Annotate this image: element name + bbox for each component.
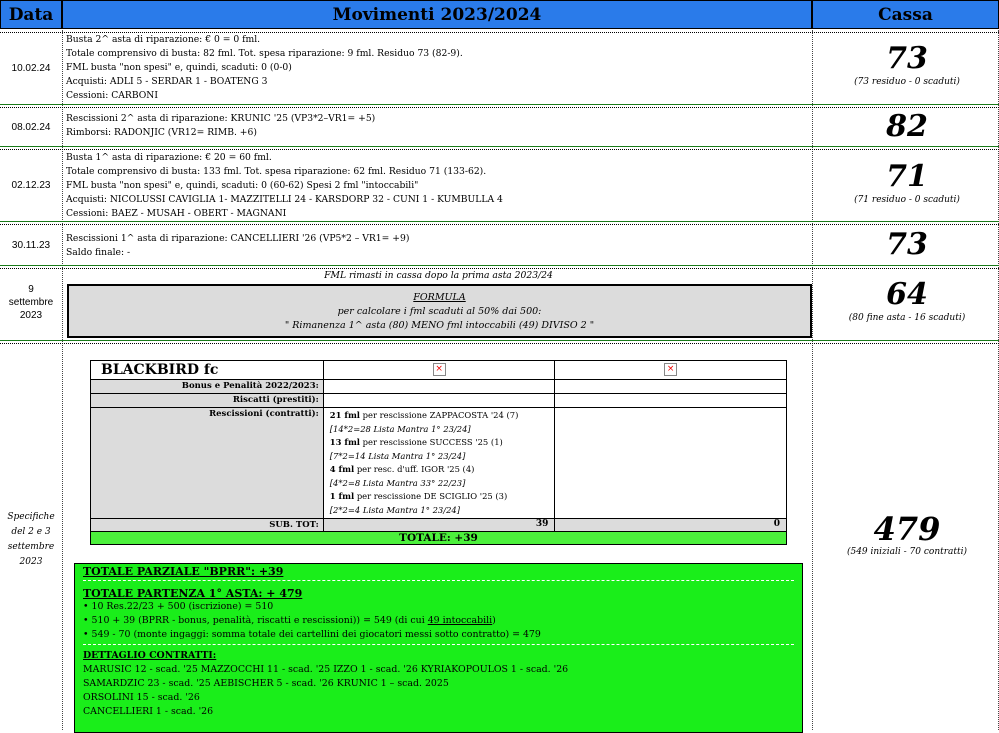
- header-cassa: Cassa: [812, 0, 999, 29]
- label-bonus: Bonus e Penalità 2022/2023:: [91, 380, 324, 394]
- subtot-b: 0: [555, 519, 787, 532]
- row-date: 02.12.23: [11, 179, 51, 191]
- broken-image-icon: ×: [433, 363, 446, 376]
- row-description: Busta 2^ asta di riparazione: € 0 = 0 fml. Totale comprensivo di busta: 82 fml. Tot. spesa riparazione: 9 fml. Residuo 73 (82-9). FML busta "non spesi" e, quindi, scaduti: 0 (0-0) Acquisti: ADLI 5 - SERDAR 1 - BOATENG 3 Cessioni: CARBONI: [66, 34, 463, 101]
- row-date: 10.02.24: [11, 62, 51, 74]
- formula-box: FORMULA per calcolare i fml scaduti al 50% dai 500: " Rimanenza 1^ asta (80) MENO fml intoccabili (49) DIVISO 2 ": [67, 284, 812, 338]
- row-description: Busta 1^ asta di riparazione: € 20 = 60 fml. Totale comprensivo di busta: 133 fml. Tot. spesa riparazione: 62 fml. Residuo 71 (133-62). FML busta "non spesi" e, quindi, scaduti: 0 (60-62) Spesi 2 fml "intoccabili" Acquisti: NICOLUSSI CAVIGLIA 1- MAZZITELLI 24 - KARSDORP 32 - CUNI 1 - KUMBULLA 4 Cessioni: BAEZ - MUSAH - OBERT - MAGNANI: [66, 152, 503, 219]
- row-cassa: 73 (73 residuo - 0 scaduti): [854, 41, 960, 87]
- formula-caption: FML rimasti in cassa dopo la prima asta 2023/24: [324, 270, 553, 281]
- row-description: Rescissioni 1^ asta di riparazione: CANCELLIERI '26 (VP5*2 – VR1= +9) Saldo finale: -: [66, 233, 410, 258]
- row-date: 08.02.24: [11, 121, 51, 133]
- row-cassa: 479 (549 iniziali - 70 contratti): [846, 510, 968, 557]
- row-date: 30.11.23: [11, 239, 51, 251]
- row-cassa: 82: [886, 109, 928, 144]
- rescissioni-list: 21 fml per rescissione ZAPPACOSTA '24 (7) [14*2=28 Lista Mantra 1° 23/24] 13 fml per rescissione SUCCESS '25 (1) [7*2=14 Lista Mantra 1° 23/24] 4 fml per resc. d'uff. IGOR '25 (4) [4*2=8 Lista Mantra 33° 22/23] 1 fml per rescissione DE SCIGLIO '25 (3) [2*2=4 Lista Mantra 1° 23/24]: [323, 408, 555, 519]
- row-cassa: 64 (80 fine asta - 16 scaduti): [848, 277, 966, 323]
- row-description: Rescissioni 2^ asta di riparazione: KRUNIC '25 (VP3*2–VR1= +5) Rimborsi: RADONJIC (VR12= RIMB. +6): [66, 113, 376, 138]
- row-cassa: 73: [886, 227, 928, 262]
- totals-box: TOTALE PARZIALE "BPRR": +39 TOTALE PARTENZA 1° ASTA: + 479 • 10 Res.22/23 + 500 (iscrizione) = 510 • 510 + 39 (BPRR - bonus, penalità, riscatti e rescissioni)) = 549 (di cui 49 intoccabili) • 549 - 70 (monte ingaggi: somma totale dei cartellini dei giocatori messi sotto contratto) = 479 DETTAGLIO CONTRATTI: MARUSIC 12 - scad. '25 MAZZOCCHI 11 - scad. '25 IZZO 1 - scad. '26 KYRIAKOPOULOS 1 - scad. '26 SAMARDZIC 23 - scad. '25 AEBISCHER 5 - scad. '26 KRUNIC 1 – scad. 2025 ORSOLINI 15 - scad. '26 CANCELLIERI 1 - scad. '26: [74, 563, 803, 733]
- broken-image-icon: ×: [664, 363, 677, 376]
- header-date: Data: [0, 0, 62, 29]
- header-movements: Movimenti 2023/2024: [62, 0, 812, 29]
- totale: TOTALE: +39: [91, 532, 787, 545]
- row-cassa: 71 (71 residuo - 0 scaduti): [854, 159, 960, 205]
- row-date: 9 settembre 2023: [8, 283, 54, 321]
- team-name: BLACKBIRD fc: [91, 361, 324, 380]
- label-riscatti: Riscatti (prestiti):: [91, 394, 324, 408]
- subtot-a: 39: [323, 519, 555, 532]
- label-rescissioni: Rescissioni (contratti):: [91, 408, 324, 519]
- blackbird-table: [90, 360, 787, 545]
- row-date: Specifiche del 2 e 3 settembre 2023: [7, 512, 55, 567]
- label-subtot: SUB. TOT:: [91, 519, 324, 532]
